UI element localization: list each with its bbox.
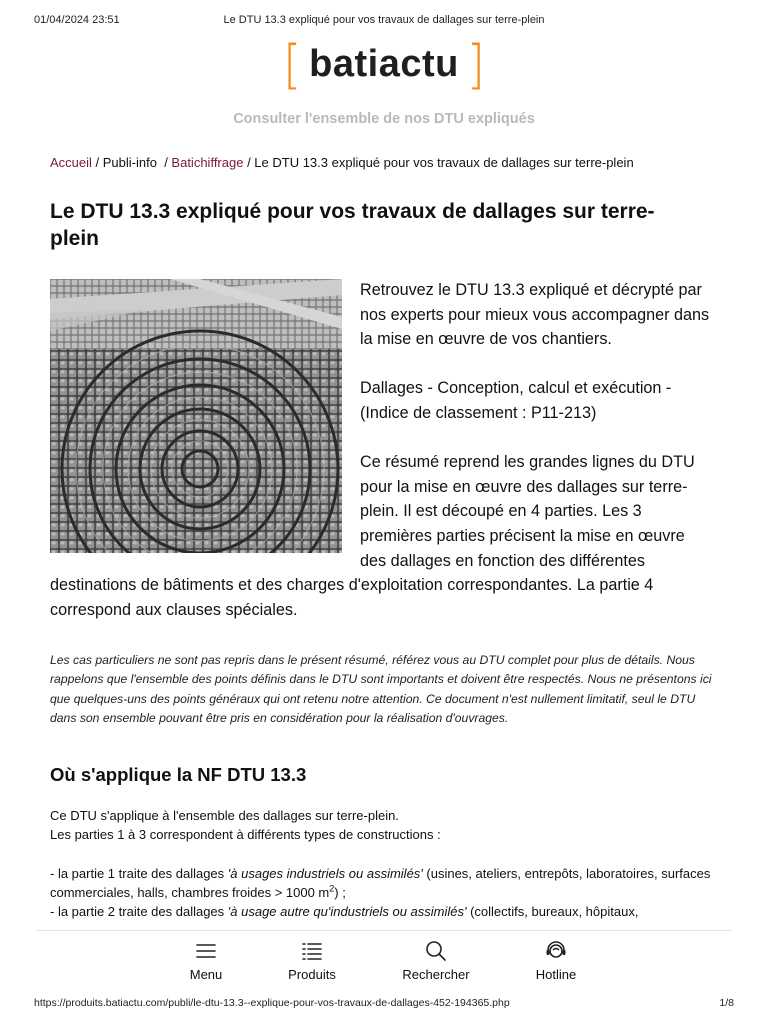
- nav-rechercher-label: Rechercher: [402, 967, 470, 982]
- nav-produits-label: Produits: [288, 967, 336, 982]
- article-lead: [50, 278, 714, 647]
- list-item-partie-1: - la partie 1 traite des dallages 'à usages industriels ou assimilés' (usines, ateliers, entrepôts, laboratoires, surfaces commerciales, halls, chambres froides > 1000 $m^2$) ;: [50, 865, 711, 900]
- print-header: [34, 14, 734, 28]
- lead-paragraph: Ce résumé reprend les grandes lignes du DTU pour la mise en œuvre des dallages sur terre-plein. Il est découpé en 4 parties. Les 3 premières parties précisent la mise en œuvre des dallages en fonction des différentes destinations de bâtiments et des charges d'exploitation correspondantes. La partie 4 correspond aux clauses spéciales.: [50, 453, 695, 619]
- logo-left-bracket: [: [283, 32, 302, 96]
- print-page-title: Le DTU 13.3 expliqué pour vos travaux de dallages sur terre-plein: [223, 14, 545, 26]
- lead-paragraph: Dallages - Conception, calcul et exécution - (Indice de classement : P11-213): [360, 379, 672, 422]
- section-title: Où s'applique la NF DTU 13.3: [50, 764, 307, 785]
- nav-hotline-button[interactable]: [511, 939, 601, 982]
- nav-menu-button[interactable]: [161, 939, 251, 982]
- section-intro-line: Ce DTU s'applique à l'ensemble des dallages sur terre-plein.: [50, 808, 399, 823]
- hamburger-menu-icon: [194, 939, 218, 963]
- section-body: [50, 806, 720, 921]
- bottom-navigation-bar: [36, 930, 732, 993]
- logo-right-bracket: ]: [466, 32, 485, 96]
- breadcrumb-publi-info[interactable]: Publi-info: [102, 155, 157, 170]
- list-item-partie-2: - la partie 2 traite des dallages 'à usage autre qu'industriels ou assimilés' (collectifs, bureaux, hôpitaux,: [50, 904, 639, 920]
- lead-paragraph: Retrouvez le DTU 13.3 expliqué et décrypté par nos experts pour mieux vous accompagner dans la mise en œuvre de vos chantiers.: [360, 281, 710, 349]
- nav-rechercher-button[interactable]: [391, 939, 481, 982]
- breadcrumb-batichiffrage[interactable]: Batichiffrage: [171, 155, 244, 170]
- nav-produits-button[interactable]: [267, 939, 357, 982]
- logo-text: batiactu: [309, 43, 459, 85]
- breadcrumb-accueil[interactable]: Accueil: [50, 155, 92, 170]
- print-page-number: 1/8: [719, 997, 734, 1009]
- print-datetime: 01/04/2024 23:51: [34, 14, 120, 26]
- list-icon: [300, 939, 324, 963]
- disclaimer-note: Les cas particuliers ne sont pas repris dans le présent résumé, référez vous au DTU complet pour plus de détails. Nous rappelons que l'ensemble des points définis dans le DTU sont importants et doivent être respectés. Nous ne présentons ici que quelques-uns des points généraux qui ont retenu notre attention. Ce document n'est nullement limitatif, seul le DTU dans son ensemble pouvant être pris en considération pour la réalisation d'ouvrages.: [50, 653, 712, 725]
- headset-icon: [544, 939, 568, 963]
- nav-hotline-label: Hotline: [535, 967, 577, 982]
- search-icon: [424, 939, 448, 963]
- all-dtu-link[interactable]: Consulter l'ensemble de nos DTU expliqués: [233, 111, 535, 127]
- breadcrumb: Accueil / Publi-info / Batichiffrage / Le DTU 13.3 expliqué pour vos travaux de dallages sur terre-plein: [50, 155, 634, 170]
- print-url: https://produits.batiactu.com/publi/le-dtu-13.3--explique-pour-vos-travaux-de-dallages-452-194365.php: [34, 997, 510, 1009]
- breadcrumb-current: Le DTU 13.3 expliqué pour vos travaux de dallages sur terre-plein: [254, 155, 634, 170]
- nav-menu-label: Menu: [189, 967, 223, 982]
- section-intro-line: Les parties 1 à 3 correspondent à différents types de constructions :: [50, 827, 441, 843]
- article-title: Le DTU 13.3 expliqué pour vos travaux de dallages sur terre-plein: [50, 200, 655, 250]
- batiactu-logo[interactable]: [0, 32, 768, 96]
